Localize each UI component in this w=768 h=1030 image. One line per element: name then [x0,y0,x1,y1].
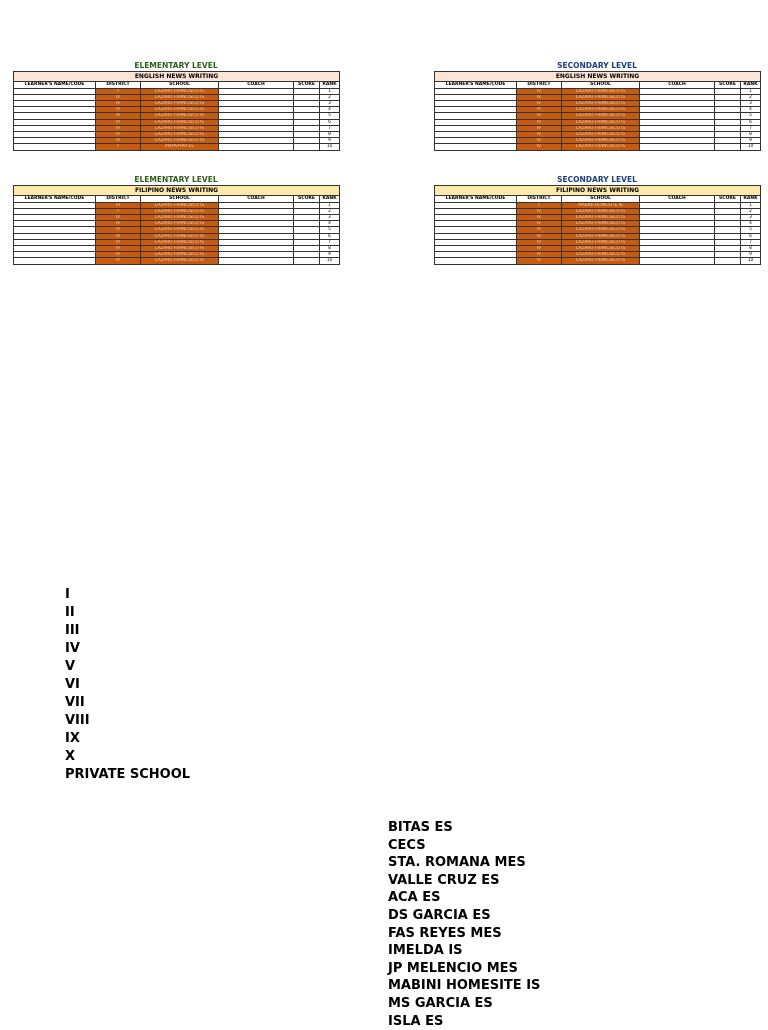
district-item: VI [65,677,80,692]
school-cell[interactable]: LAZARO FRANCISCO IS [141,88,219,94]
school-cell[interactable]: LAZARO FRANCISCO IS [562,131,640,137]
column-header: COACH [219,196,294,203]
coach-cell[interactable] [219,144,294,150]
district-item: PRIVATE SCHOOL [65,767,191,782]
rank-cell: 9 [320,138,340,144]
school-cell[interactable]: LAZARO FRANCISCO IS [562,239,640,245]
rank-cell: 8 [741,245,761,251]
rank-cell: 5 [741,113,761,119]
coach-cell[interactable] [640,258,715,264]
column-header: SCORE [715,196,741,203]
district-cell[interactable]: IV [517,239,562,245]
column-header: RANK [320,196,340,203]
results-table [13,71,340,151]
district-cell[interactable]: IV [96,258,141,264]
school-cell[interactable]: LAZARO FRANCISCO IS [562,113,640,119]
district-cell[interactable]: IV [517,113,562,119]
column-header: LEARNER'S NAME/CODE [14,196,96,203]
district-cell[interactable]: IV [96,245,141,251]
district-cell[interactable]: IV [96,119,141,125]
school-list [388,819,540,1030]
school-cell[interactable]: LAZARO FRANCISCO IS [562,125,640,131]
rank-cell: 6 [320,233,340,239]
competition-title: ENGLISH NEWS WRITING [435,72,761,82]
competition-title: ENGLISH NEWS WRITING [14,72,340,82]
rank-cell: 3 [320,214,340,220]
score-cell[interactable] [715,258,741,264]
school-cell[interactable]: LAZARO FRANCISCO IS [141,221,219,227]
district-cell[interactable]: IV [96,100,141,106]
rank-cell: 4 [741,221,761,227]
learner-cell[interactable] [14,258,96,264]
district-cell[interactable]: IV [517,221,562,227]
school-cell[interactable]: LAZARO FRANCISCO IS [562,252,640,258]
district-cell[interactable]: IV [517,94,562,100]
school-cell[interactable]: LAZARO FRANCISCO IS [141,94,219,100]
rank-cell: 6 [320,119,340,125]
results-body [14,202,340,264]
district-cell[interactable]: IV [96,131,141,137]
column-header: RANK [741,82,761,89]
rank-cell: 8 [320,245,340,251]
rank-cell: 4 [741,107,761,113]
column-header: SCORE [294,196,320,203]
competition-title: FILIPINO NEWS WRITING [435,186,761,196]
district-cell[interactable]: IV [517,252,562,258]
rank-cell: 3 [741,100,761,106]
district-cell[interactable]: IV [517,208,562,214]
column-header: RANK [741,196,761,203]
district-cell[interactable]: IV [96,202,141,208]
results-body [14,88,340,150]
school-cell[interactable]: LAZARO FRANCISCO IS [141,252,219,258]
school-cell[interactable]: LAZARO FRANCISCO IS [141,113,219,119]
school-cell[interactable]: LAZARO FRANCISCO IS [562,258,640,264]
district-cell[interactable]: I [517,202,562,208]
school-cell[interactable]: MAYAPYAP ES [141,144,219,150]
school-item: ISLA ES [388,1013,444,1029]
level-title: SECONDARY LEVEL [557,61,637,70]
rank-cell: 2 [320,208,340,214]
district-cell[interactable]: I [96,88,141,94]
competition-title: FILIPINO NEWS WRITING [14,186,340,196]
rank-cell: 9 [320,252,340,258]
school-cell[interactable]: LAZARO FRANCISCO IS [141,214,219,220]
school-cell[interactable]: LAZARO FRANCISCO IS [562,221,640,227]
column-header: COACH [219,82,294,89]
district-cell[interactable]: IV [517,214,562,220]
school-cell[interactable]: LAZARO FRANCISCO IS [141,227,219,233]
district-cell[interactable]: IV [96,107,141,113]
district-item: VII [65,695,85,710]
district-item: V [65,659,76,674]
rank-cell: 3 [741,214,761,220]
school-cell[interactable]: LAZARO FRANCISCO IS [141,138,219,144]
rank-cell: 2 [320,94,340,100]
school-cell[interactable]: LAZARO FRANCISCO IS [562,233,640,239]
table-row [14,258,340,264]
district-item: III [65,623,80,638]
results-table [13,185,340,265]
school-cell[interactable]: LAZARO FRANCISCO IS [141,202,219,208]
school-cell[interactable]: LAZARO FRANCISCO IS [562,245,640,251]
column-header: RANK [320,82,340,89]
district-cell[interactable]: IV [517,107,562,113]
table-row [14,144,340,150]
level-title: ELEMENTARY LEVEL [134,61,218,70]
school-cell[interactable]: LAZARO FRANCISCO IS [562,119,640,125]
column-header: DISTRICT [517,82,562,89]
school-item: ACA ES [388,890,441,906]
school-cell[interactable]: LAZARO FRANCISCO IS [562,144,640,150]
rank-cell: 7 [320,125,340,131]
rank-cell: 8 [320,131,340,137]
school-cell[interactable]: LAZARO FRANCISCO IS [141,131,219,137]
results-body [435,88,761,150]
school-cell[interactable]: LAZARO FRANCISCO IS [562,107,640,113]
rank-cell: 6 [741,233,761,239]
school-cell[interactable]: LAZARO FRANCISCO IS [562,208,640,214]
school-item: BITAS ES [388,820,453,835]
school-cell[interactable]: LAZARO FRANCISCO IS [562,214,640,220]
school-item: MABINI HOMESITE IS [388,978,541,994]
rank-cell: 9 [741,138,761,144]
rank-cell: 4 [320,107,340,113]
result-block [13,60,339,151]
district-cell[interactable]: IV [517,100,562,106]
rank-cell: 10 [741,258,761,264]
district-cell[interactable]: IV [517,245,562,251]
rank-cell: 5 [320,113,340,119]
school-cell[interactable]: LAZARO FRANCISCO IS [562,88,640,94]
rank-cell: 1 [741,202,761,208]
district-cell[interactable]: IV [96,113,141,119]
school-item: JP MELENCIO MES [388,960,518,976]
district-item: IV [65,641,80,656]
column-header: LEARNER'S NAME/CODE [14,82,96,89]
column-header: SCORE [294,82,320,89]
rank-cell: 5 [320,227,340,233]
column-header: DISTRICT [96,196,141,203]
column-header: SCHOOL [141,196,219,203]
district-cell[interactable]: IV [517,258,562,264]
district-cell[interactable]: IV [517,144,562,150]
school-item: VALLE CRUZ ES [388,872,500,888]
district-item: II [65,605,75,620]
school-cell[interactable]: LAZARO FRANCISCO IS [141,100,219,106]
district-cell[interactable]: IV [96,138,141,144]
results-body [435,202,761,264]
district-cell[interactable]: IV [517,88,562,94]
district-item: X [65,749,76,764]
school-cell[interactable]: MABINI HOMESITE IS [562,202,640,208]
school-cell[interactable]: LAZARO FRANCISCO IS [141,239,219,245]
rank-cell: 10 [320,144,340,150]
school-cell[interactable]: LAZARO FRANCISCO IS [562,138,640,144]
column-header: SCHOOL [141,82,219,89]
rank-cell: 5 [741,227,761,233]
rank-cell: 7 [741,239,761,245]
coach-cell[interactable] [219,258,294,264]
rank-cell: 10 [741,144,761,150]
rank-cell: 3 [320,100,340,106]
score-cell[interactable] [294,258,320,264]
district-cell[interactable]: IV [517,131,562,137]
district-cell[interactable]: IV [96,233,141,239]
column-header: DISTRICT [517,196,562,203]
district-item: I [65,587,70,602]
school-item: IMELDA IS [388,943,463,959]
learner-cell[interactable] [435,144,517,150]
rank-cell: 7 [741,125,761,131]
district-cell[interactable]: IV [96,239,141,245]
district-cell[interactable]: IV [96,252,141,258]
rank-cell: 1 [741,88,761,94]
column-header: LEARNER'S NAME/CODE [435,196,517,203]
rank-cell: 6 [741,119,761,125]
rank-cell: 1 [320,202,340,208]
district-cell[interactable]: IV [517,138,562,144]
district-cell[interactable]: IV [96,227,141,233]
school-cell[interactable]: LAZARO FRANCISCO IS [141,258,219,264]
school-cell[interactable]: LAZARO FRANCISCO IS [141,208,219,214]
level-title: ELEMENTARY LEVEL [134,175,218,184]
rank-cell: 4 [320,221,340,227]
learner-cell[interactable] [14,144,96,150]
column-header: SCHOOL [562,196,640,203]
column-header: COACH [640,196,715,203]
column-header: DISTRICT [96,82,141,89]
school-item: MS GARCIA ES [388,995,493,1011]
score-cell[interactable] [294,144,320,150]
coach-cell[interactable] [640,144,715,150]
district-cell[interactable]: I [96,144,141,150]
school-cell[interactable]: LAZARO FRANCISCO IS [141,119,219,125]
result-block [434,60,760,151]
district-item: IX [65,731,80,746]
school-cell[interactable]: LAZARO FRANCISCO IS [141,233,219,239]
rank-cell: 2 [741,208,761,214]
rank-cell: 7 [320,239,340,245]
school-item: STA. ROMANA MES [388,855,526,871]
result-block [13,174,339,265]
district-cell[interactable]: IV [517,119,562,125]
district-cell[interactable]: IV [517,233,562,239]
school-item: CECS [388,837,426,853]
district-item: VIII [65,713,90,728]
score-cell[interactable] [715,144,741,150]
district-cell[interactable]: IV [96,214,141,220]
result-block [434,174,760,265]
column-header: SCHOOL [562,82,640,89]
school-cell[interactable]: LAZARO FRANCISCO IS [562,100,640,106]
district-cell[interactable]: IV [96,125,141,131]
district-cell[interactable]: IV [96,221,141,227]
rank-cell: 10 [320,258,340,264]
school-cell[interactable]: LAZARO FRANCISCO IS [141,107,219,113]
district-cell[interactable]: IV [517,227,562,233]
school-cell[interactable]: LAZARO FRANCISCO IS [141,125,219,131]
district-list [65,586,190,784]
district-cell[interactable]: IV [96,94,141,100]
table-row [435,144,761,150]
school-cell[interactable]: LAZARO FRANCISCO IS [141,245,219,251]
results-table [434,185,761,265]
learner-cell[interactable] [435,258,517,264]
school-cell[interactable]: LAZARO FRANCISCO IS [562,227,640,233]
rank-cell: 1 [320,88,340,94]
results-table [434,71,761,151]
rank-cell: 9 [741,252,761,258]
rank-cell: 8 [741,131,761,137]
district-cell[interactable]: I [96,208,141,214]
school-item: FAS REYES MES [388,925,502,941]
column-header: COACH [640,82,715,89]
rank-cell: 2 [741,94,761,100]
table-row [435,258,761,264]
school-item: DS GARCIA ES [388,907,491,923]
district-cell[interactable]: IV [517,125,562,131]
school-cell[interactable]: LAZARO FRANCISCO IS [562,94,640,100]
level-title: SECONDARY LEVEL [557,175,637,184]
column-header: LEARNER'S NAME/CODE [435,82,517,89]
column-header: SCORE [715,82,741,89]
